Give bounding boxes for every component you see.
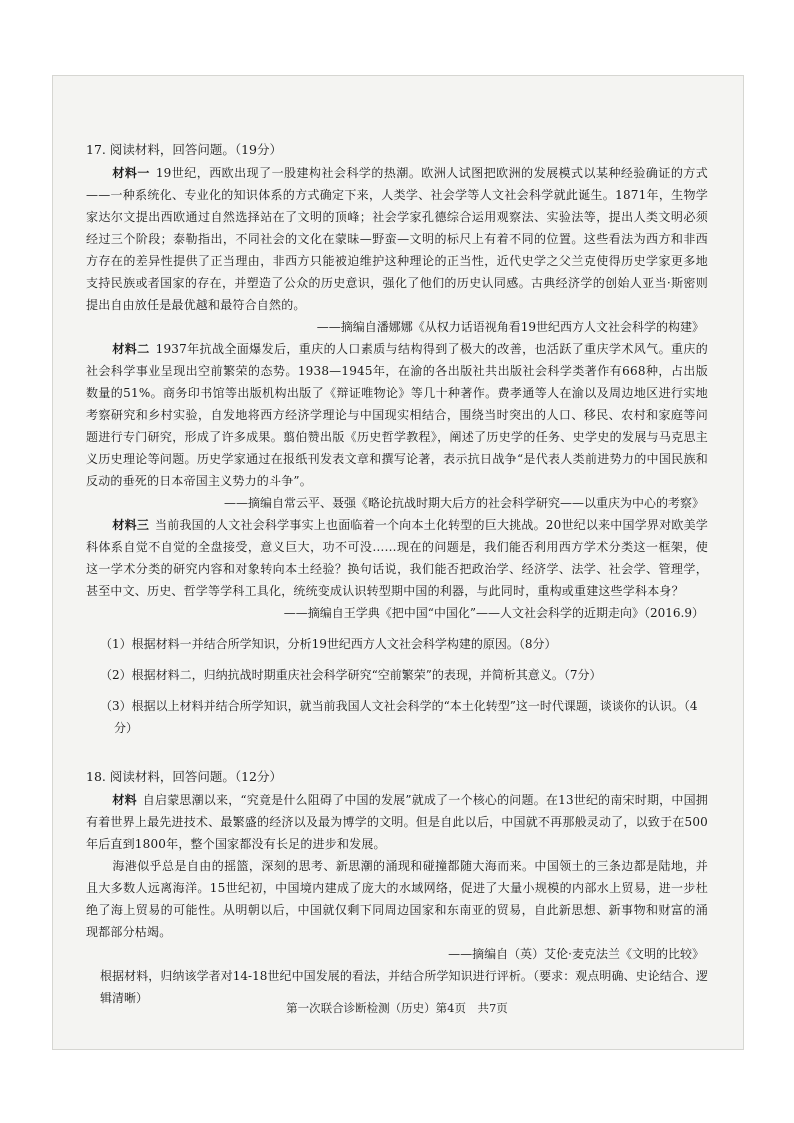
material-1-text: 19世纪，西欧出现了一股建构社会科学的热潮。欧洲人试图把欧洲的发展模式以某种经验确证的方式——一种系统化、专业化的知识体系的方式确定下来，人类学、社会学等人文社会科学就此诞生。1871年，生物学家达尔文提出西欧通过自然选择站在了文明的顶峰；社会学家孔德综合运用观察法、实验法等，提出人类文明必须经过三个阶段；泰勒指出，不同社会的文化在蒙昧—野蛮—文明的标尺上有着不同的位置。这些看法为西方和非西方存在的差异性提供了正当理由，非西方只能被迫维护这种理论的正当性，近代史学之父兰克使得历史学家更多地支持民族或者国家的存在，并塑造了公众的历史意识，强化了他们的历史认同感。古典经济学的创始人亚当·斯密则提出自由放任是最优越和最符合自然的。: [86, 166, 708, 312]
sub-question-3: （3）根据以上材料并结合所学知识，就当前我国人文社会科学的“本土化转型”这一时代课题，谈谈你的认识。（4分）: [100, 699, 698, 735]
material-3: [86, 514, 708, 602]
q18-material: [86, 789, 708, 855]
question-17-heading: 17. 阅读材料，回答问题。（19分）: [86, 142, 283, 157]
material-2-source: ——摘编自常云平、聂强《略论抗战时期大后方的社会科学研究——以重庆为中心的考察》: [223, 496, 704, 510]
q18-material-paragraph-2: 海港似乎总是自由的摇篮，深刻的思考、新思潮的涌现和碰撞都随大海而来。中国领土的三条边都是陆地，并且大多数人远离海洋。15世纪初，中国境内建成了庞大的水域网络，促进了大量小规模的内部水上贸易，进一步杜绝了海上贸易的可能性。从明朝以后，中国就仅剩下同周边国家和东南亚的贸易，自此新思想、新事物和财富的涌现都部分枯竭。: [86, 859, 708, 939]
q18-material-text: 自启蒙思潮以来，“究竟是什么阻碍了中国的发展”就成了一个核心的问题。在13世纪的南宋时期，中国拥有着世界上最先进技术、最繁盛的经济以及最为博学的文明。但是自此以后，中国就不再那般灵动了，以致于在500年后直到1800年，整个国家都没有长足的进步和发展。: [86, 793, 708, 851]
question-17: [86, 138, 708, 739]
material-3-text: 当前我国的人文社会科学事实上也面临着一个向本土化转型的巨大挑战。20世纪以来中国学界对欧美学科体系自觉不自觉的全盘接受，意义巨大，功不可没……现在的问题是，我们能否利用西方学术分类这一框架，使这一学术分类的研究内容和对象转向本土经验？换句话说，我们能否把政治学、经济学、法学、社会学、管理学，甚至中文、历史、哲学等学科工具化，统统变成认识转型期中国的利器，与此同时，重构或重建这些学科本身？: [86, 518, 708, 598]
q18-material-source: ——摘编自（英）艾伦·麦克法兰《文明的比较》: [448, 947, 704, 961]
material-3-source: ——摘编自王学典《把中国“中国化”——人文社会科学的近期走向》（2016.9）: [283, 606, 704, 620]
q18-material-label: 材料: [112, 793, 137, 807]
question-18: [86, 765, 708, 1009]
sub-question-1: （1）根据材料一并结合所学知识，分析19世纪西方人文社会科学构建的原因。（8分）: [100, 637, 557, 651]
material-2-label: 材料二: [112, 342, 150, 356]
material-1-label: 材料一: [112, 166, 150, 180]
material-3-label: 材料三: [112, 518, 150, 532]
question-18-heading: 18. 阅读材料，回答问题。（12分）: [86, 769, 283, 784]
sub-question-2: （2）根据材料二，归纳抗战时期重庆社会科学研究“空前繁荣”的表现，并简析其意义。（7分）: [100, 668, 602, 682]
material-2-text: 1937年抗战全面爆发后，重庆的人口素质与结构得到了极大的改善，也活跃了重庆学术风气。重庆的社会科学事业呈现出空前繁荣的态势。1938—1945年，在渝的各出版社共出版社会科学类著作有668种，占出版数量的51%。商务印书馆等出版机构出版了《辩证唯物论》等几十种著作。费孝通等人在渝以及周边地区进行实地考察研究和乡村实验，自发地将西方经济学理论与中国现实相结合，围绕当时突出的人口、移民、农村和家庭等问题进行专门研究，形成了许多成果。翦伯赞出版《历史哲学教程》，阐述了历史学的任务、史学史的发展与马克思主义历史理论等问题。历史学家通过在报纸刊发表文章和撰写论著，表示抗日战争“是代表人类前进势力的中国民族和反动的垂死的日本帝国主义势力的斗争”。: [86, 342, 708, 488]
exam-content: [86, 138, 708, 1009]
material-1-source: ——摘编自潘娜娜《从权力话语视角看19世纪西方人文社会科学的构建》: [316, 320, 704, 334]
page-footer: 第一次联合诊断检测（历史）第4页 共7页: [286, 1001, 508, 1015]
material-1: [86, 162, 708, 316]
material-2: [86, 338, 708, 492]
q18-requirement: 根据材料，归纳该学者对14-18世纪中国发展的看法，并结合所学知识进行评析。（要求：观点明确、史论结合、逻辑清晰）: [100, 969, 708, 1005]
